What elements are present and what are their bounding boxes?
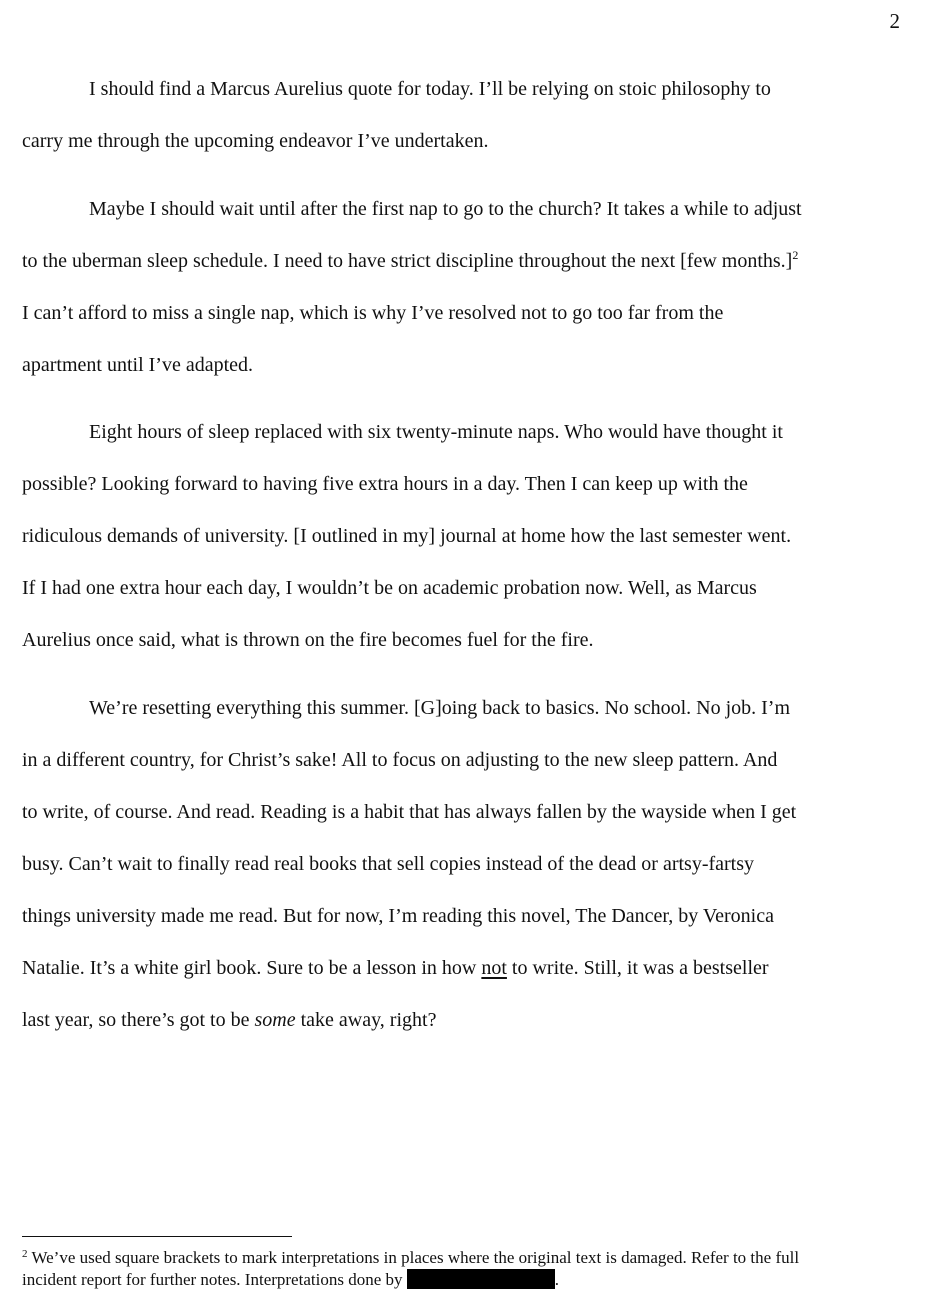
page-number: 2 [889,9,900,33]
paragraph [22,183,902,391]
text-line-content: to the uberman sleep schedule. I need to have strict discipline throughout the next [few months.] [22,249,793,272]
footnote [22,1247,912,1291]
text-segment: last year, so there’s got to be [22,1008,255,1031]
footnote-line [22,1269,912,1291]
italic-word: some [254,1008,296,1031]
text-line: possible? Looking forward to having five extra hours in a day. Then I can keep up with the [22,473,748,495]
footnote-text: We’ve used square brackets to mark interpretations in places where the original text is damaged. Refer to the full [27,1248,800,1267]
text-segment: take away, right? [295,1008,437,1031]
text-line: to write, of course. And read. Reading is a habit that has always fallen by the wayside when I get [22,800,797,823]
text-line: Eight hours of sleep replaced with six twenty-minute naps. Who would have thought it [89,421,783,443]
underlined-word: not [481,956,507,979]
text-line: apartment until I’ve adapted. [22,353,254,376]
footnote-line [22,1247,912,1269]
text-line: Maybe I should wait until after the first nap to go to the church? It takes a while to adjust [89,197,802,220]
text-line: ridiculous demands of university. [I outlined in my] journal at home how the last semester went. [22,525,792,547]
text-line: We’re resetting everything this summer. [G]oing back to basics. No school. No job. I’m [89,696,791,719]
text-line: in a different country, for Christ’s sake! All to focus on adjusting to the new sleep pattern. And [22,748,778,771]
footnote-divider [22,1236,292,1237]
footnote-text: incident report for further notes. Interpretations done by [22,1270,407,1289]
text-line: things university made me read. But for now, I’m reading this novel, The Dancer, by Veronica [22,904,774,927]
text-line [22,942,902,994]
text-line: Aurelius once said, what is thrown on the fire becomes fuel for the fire. [22,629,594,651]
paragraph [22,63,902,167]
paragraph [22,682,902,1046]
text-segment: to write. Still, it was a bestseller [506,956,769,979]
redaction-bar [407,1269,555,1289]
text-segment: Natalie. It’s a white girl book. Sure to be a lesson in how [22,956,482,979]
footnote-text: . [554,1270,559,1289]
text-line [22,235,902,287]
text-line [22,994,902,1046]
body-text [22,63,902,1061]
text-line: carry me through the upcoming endeavor I’ve undertaken. [22,130,489,152]
text-line: I can’t afford to miss a single nap, which is why I’ve resolved not to go too far from the [22,301,724,324]
footnote-reference: 2 [792,247,799,262]
text-line: I should find a Marcus Aurelius quote for today. I’ll be relying on stoic philosophy to [89,78,771,100]
paragraph [22,406,902,666]
text-line: busy. Can’t wait to finally read real books that sell copies instead of the dead or artsy-fartsy [22,852,755,875]
footnote-marker: 2 [22,1248,28,1260]
text-line: If I had one extra hour each day, I wouldn’t be on academic probation now. Well, as Marcus [22,577,757,599]
